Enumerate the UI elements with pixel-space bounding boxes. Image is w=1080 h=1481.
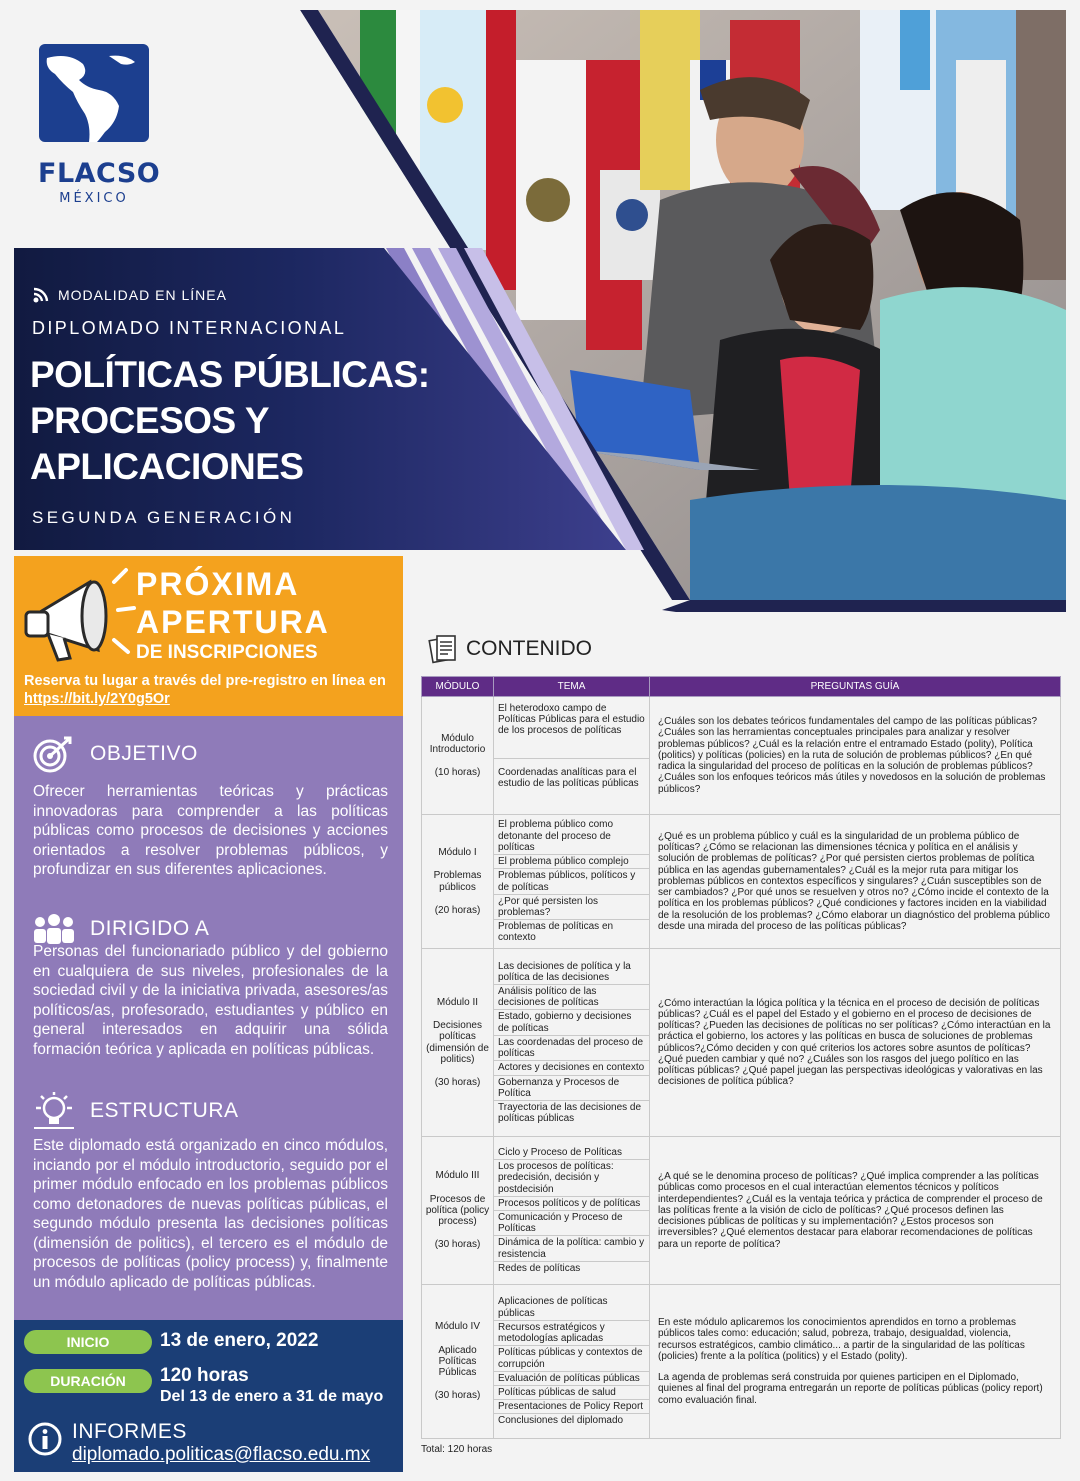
announcement-line-2: APERTURA	[136, 604, 330, 640]
preregistration-link[interactable]: https://bit.ly/2Y0g5Or	[24, 691, 170, 707]
topic-item: El problema público como detonante del proceso de políticas	[494, 818, 649, 855]
module-subtitle: Decisiones políticas (dimensión de politics)	[426, 1020, 489, 1065]
online-mode-text: MODALIDAD EN LÍNEA	[58, 287, 227, 303]
topic-item: Políticas públicas de salud	[494, 1386, 649, 1400]
topic-item: Trayectoria de las decisiones de políticas públicas	[498, 1101, 642, 1125]
content-title: CONTENIDO	[466, 637, 592, 660]
topic-item: Evaluación de políticas públicas	[494, 1372, 649, 1386]
title-line: POLÍTICAS PÚBLICAS:	[30, 354, 430, 395]
topic-item: Problemas de políticas en contexto	[498, 921, 614, 944]
objetivo-heading	[32, 734, 198, 774]
dirigido-text: Personas del funcionariado público y del gobierno en cualquiera de sus niveles, profesionales de la sociedad civil y de la iniciativa privada, asesores/as políticos/as, profesorado, estudiantes y público en general interesados en adquirir una sólida formación teórica y aplicada en políticas públicas.	[33, 943, 388, 1058]
topic-item: Conclusiones del diplomado	[498, 1415, 624, 1427]
module-name: Módulo I	[438, 847, 477, 859]
people-icon	[32, 914, 76, 944]
module-subtitle: Aplicado Políticas Públicas	[438, 1344, 477, 1379]
topic-item: Comunicación y Proceso de Políticas	[494, 1211, 649, 1236]
topic-item: Dinámica de la política: cambio y resistencia	[494, 1236, 649, 1261]
topic-item: El heterodoxo campo de Políticas Públicas para el estudio de los procesos de políticas	[494, 697, 649, 759]
questions-cell	[650, 697, 1061, 815]
questions-cell	[650, 1285, 1061, 1439]
topic-item: Redes de políticas	[498, 1262, 581, 1274]
documents-icon	[428, 633, 458, 665]
topic-item: Las decisiones de política y la política de las decisiones	[494, 960, 649, 985]
module-hours: (30 horas)	[434, 1390, 481, 1402]
module-hours: (30 horas)	[434, 1076, 481, 1088]
announcement-line-3: DE INSCRIPCIONES	[136, 642, 318, 663]
page-title	[30, 352, 500, 490]
table-row	[422, 815, 1061, 949]
questions-text: La agenda de problemas será construida por quienes participen en el Diplomado, quienes al final del programa entregarán un reporte de políticas públicas (policy report) como evaluación final.	[658, 1372, 1043, 1406]
questions-text: ¿Qué es un problema público y cuál es la singularidad de un problema público de políticas? ¿Cómo se relacionan las dimensiones técnica y política en el análisis y solución de problemas de políticas? ¿Por qué persisten ciertos problemas de política pública en las agendas gubernamentales? ¿Cuál es la mejor ruta para mitigar los problemas públicos en contextos específicos y singulares? ¿Cuán susceptibles son de ser cambiados? ¿Por qué unos se resuelven y otros no? ¿Cómo incide el contexto de la política en los problemas públicos? ¿Qué condiciones y factores inciden en la viabilidad de la resolución de los problemas? ¿Cómo elaborar un diagnóstico del problema público desde una mirada del proceso de las políticas públicas?	[658, 831, 1050, 932]
module-name: Módulo IV	[434, 1321, 481, 1333]
topic-item: Actores y decisiones en contexto	[494, 1061, 649, 1075]
topic-cell	[494, 815, 650, 949]
topic-item: Los procesos de políticas: predecisión, decisión y postdecisión	[494, 1160, 649, 1197]
module-cell	[422, 949, 494, 1137]
dirigido-heading	[32, 914, 209, 944]
module-subtitle: Procesos de política (policy process)	[425, 1193, 490, 1228]
topic-item: Políticas públicas y contextos de corrupción	[494, 1346, 649, 1371]
topic-cell	[494, 697, 650, 815]
start-badge: INICIO	[24, 1330, 152, 1354]
topic-item: El problema público complejo	[494, 855, 649, 869]
module-cell	[422, 697, 494, 815]
table-row	[422, 697, 1061, 815]
logo-country: MÉXICO	[59, 191, 129, 206]
objetivo-title: OBJETIVO	[90, 742, 198, 765]
title-line: PROCESOS Y	[30, 400, 270, 441]
info-icon	[28, 1422, 62, 1456]
topic-item: ¿Por qué persisten los problemas?	[494, 895, 649, 920]
questions-text: ¿Cuáles son los debates teóricos fundamentales del campo de las políticas públicas? ¿Cuáles son las herramientas conceptuales principales para analizar y resolver problemas públicos? ¿Cuál es la relación entre el entramado Estado (polity), Política (politics) y políticas (policies) en la ruta de solución de problemas públicos? ¿En qué radica la singularidad del proceso de políticas en la solución de problemas públicos? ¿Cuáles son los enfoques teóricos más útiles y novedosos en la solución de problemas públicos?	[658, 716, 1046, 795]
module-hours: (30 horas)	[434, 1239, 481, 1251]
questions-text: En este módulo aplicaremos los conocimientos aprendidos en torno a problemas públicos tales como: educación; salud, pobreza, trabajo, desigualdad, violencia, recursos estratégicos, cambio climático... a partir de la singularidad de las políticas (policies) frente a la política (politics) y el Estado (polity).	[658, 1317, 1025, 1362]
table-row	[422, 1285, 1061, 1439]
questions-cell	[650, 815, 1061, 949]
duration-badge: DURACIÓN	[24, 1369, 152, 1393]
module-hours: (10 horas)	[434, 767, 481, 779]
estructura-heading	[32, 1092, 239, 1130]
topic-item: Problemas públicos, políticos y de políticas	[494, 869, 649, 894]
module-subtitle: Problemas públicos	[433, 870, 482, 893]
program-type: DIPLOMADO INTERNACIONAL	[32, 318, 347, 338]
topic-item: Coordenadas analíticas para el estudio de las políticas públicas	[498, 767, 639, 790]
estructura-text: Este diplomado está organizado en cinco módulos, inciando por el módulo introductorio, seguido por el primer módulo enfocado en los problemas públicos como detonadores de nuevas políticas públicas, el segundo módulo presenta las decisiones políticas (dimensión de politics), el tercero es el módulo de procesos de políticas (policy process) y, finalmente un módulo aplicado de políticas públicas.	[33, 1137, 388, 1291]
header-questions: PREGUNTAS GUÍA	[650, 677, 1061, 697]
content-table	[421, 676, 1061, 1439]
topic-item: Estado, gobierno y decisiones de políticas	[494, 1010, 649, 1035]
module-cell	[422, 1285, 494, 1439]
total-hours: Total: 120 horas	[421, 1444, 493, 1455]
topic-item: Análisis político de las decisiones de políticas	[494, 985, 649, 1010]
topic-item: Recursos estratégicos y metodologías aplicadas	[494, 1321, 649, 1346]
topic-item: Presentaciones de Policy Report	[494, 1400, 649, 1414]
topic-item: Procesos políticos y de políticas	[494, 1197, 649, 1211]
topic-cell	[494, 949, 650, 1137]
dirigido-title: DIRIGIDO A	[90, 917, 210, 940]
target-icon	[32, 734, 76, 774]
reserve-label: Reserva tu lugar a través del pre-registro en línea en	[24, 673, 386, 689]
topic-cell	[494, 1285, 650, 1439]
schedule-box	[14, 1320, 403, 1472]
contact-email-link[interactable]: diplomado.politicas@flacso.edu.mx	[72, 1444, 371, 1465]
module-cell	[422, 1137, 494, 1285]
latin-america-map-icon	[39, 44, 149, 142]
objetivo-text: Ofrecer herramientas teóricas y prácticas innovadoras para comprender a las políticas públicas como procesos de decisiones y acciones orientados a resolver problemas públicos, y profundizar en sus diferentes aplicaciones.	[33, 783, 388, 878]
megaphone-icon	[18, 560, 136, 670]
content-heading	[428, 633, 592, 665]
flacso-logo	[38, 44, 161, 206]
module-hours: (20 horas)	[434, 904, 481, 916]
start-date: 13 de enero, 2022	[160, 1330, 319, 1351]
questions-cell	[650, 1137, 1061, 1285]
table-row	[422, 949, 1061, 1137]
contact-title: INFORMES	[72, 1420, 187, 1443]
logo-name: FLACSO	[38, 158, 161, 189]
announcement-box	[14, 556, 403, 716]
table-row	[422, 1137, 1061, 1285]
announcement-line-1: PRÓXIMA	[136, 566, 300, 602]
module-name: Módulo II	[436, 996, 479, 1008]
generation-label: SEGUNDA GENERACIÓN	[32, 508, 296, 527]
topic-item: Ciclo y Proceso de Políticas	[494, 1146, 649, 1160]
header-module: MÓDULO	[422, 677, 494, 697]
topic-item: Gobernanza y Procesos de Política	[494, 1076, 649, 1101]
questions-cell	[650, 949, 1061, 1137]
online-mode-label	[32, 287, 227, 303]
module-cell	[422, 815, 494, 949]
duration-range: Del 13 de enero a 31 de mayo	[160, 1388, 384, 1405]
duration-hours: 120 horas	[160, 1365, 249, 1386]
estructura-title: ESTRUCTURA	[90, 1099, 239, 1122]
wifi-icon	[32, 287, 52, 303]
topic-cell	[494, 1137, 650, 1285]
module-name: Módulo Introductorio	[429, 732, 486, 755]
title-line: APLICACIONES	[30, 446, 304, 487]
topic-item: Aplicaciones de políticas públicas	[494, 1295, 649, 1320]
lightbulb-icon	[32, 1092, 76, 1130]
reserve-text	[24, 672, 394, 708]
header-topic: TEMA	[494, 677, 650, 697]
info-sections	[14, 716, 403, 1320]
module-name: Módulo III	[435, 1170, 480, 1182]
topic-item: Las coordenadas del proceso de políticas	[494, 1036, 649, 1061]
questions-text: ¿Cómo interactúan la lógica política y la técnica en el proceso de decisión de políticas públicas? ¿Cuál es el papel del Estado y el gobierno en el proceso de decisiones de políticas? ¿Pueden las decisiones de políticas no ser políticas? ¿Cómo interactúan en la práctica el gobierno, los actores y las políticas en busca de soluciones de problemas públicos?¿Cómo deciden y con qué criterios los actores sobre asuntos de políticas? ¿Qué pueden cambiar y qué no? ¿Cuáles son los rasgos del juego político en las políticas públicas? ¿Qué papel juegan las perspectivas ideológicas y valorativas en las decisiones de política pública?	[658, 997, 1051, 1088]
questions-text: ¿A qué se le denomina proceso de políticas? ¿Qué implica comprender a las políticas públicas como procesos en el cual interactúan elementos técnicos y políticos interdependientes? ¿Cuál es la ventaja teórica y práctica de comprender el proceso de las políticas frente a la visión de ciclo de políticas? ¿Qué procesos definen las decisiones públicas de políticas y su implementación? ¿Estos procesos son irreversibles? ¿Qué elementos destacar para elaborar recomendaciones de políticas para un reporte de política?	[658, 1171, 1043, 1250]
